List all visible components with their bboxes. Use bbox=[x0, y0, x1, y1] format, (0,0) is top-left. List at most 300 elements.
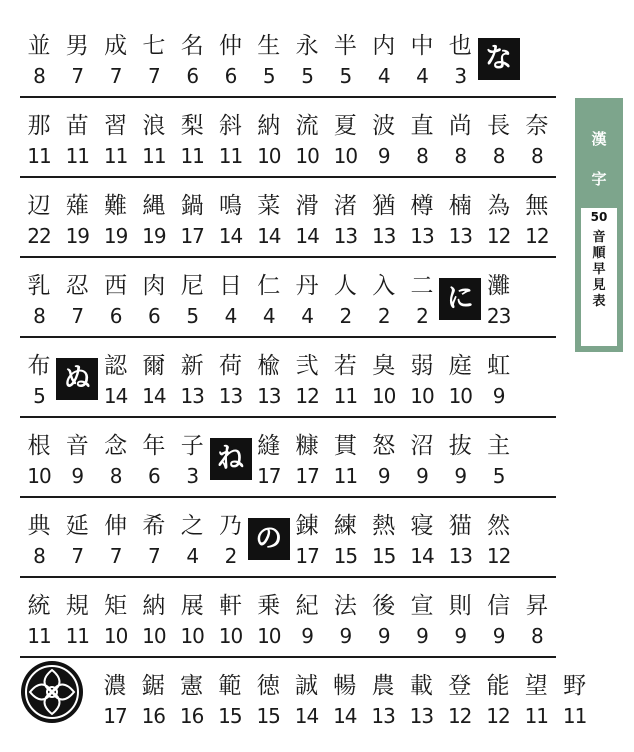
stroke-count: 7 bbox=[71, 64, 84, 88]
stroke-count: 5 bbox=[33, 384, 45, 408]
kanji-cell bbox=[556, 658, 594, 738]
kanji-character: 乳 bbox=[27, 273, 51, 299]
kanji-cell bbox=[403, 178, 441, 258]
stroke-count: 10 bbox=[218, 624, 243, 648]
kanji-cell bbox=[288, 498, 326, 578]
stroke-count: 19 bbox=[65, 224, 90, 248]
kanji-character: 濃 bbox=[103, 673, 127, 699]
stroke-count: 15 bbox=[371, 544, 396, 568]
stroke-count: 13 bbox=[333, 224, 358, 248]
stroke-count: 11 bbox=[333, 464, 358, 488]
kanji-character: 渚 bbox=[333, 193, 357, 219]
kanji-cell bbox=[365, 258, 403, 338]
kanji-cell bbox=[365, 18, 403, 98]
kanji-cell bbox=[480, 338, 518, 418]
kanji-cell bbox=[326, 258, 364, 338]
kanji-character: 軒 bbox=[219, 593, 242, 619]
kanji-character: 七 bbox=[142, 33, 166, 59]
kana-heading-cell bbox=[439, 258, 481, 338]
stroke-count: 7 bbox=[109, 544, 122, 568]
kanji-character: 乗 bbox=[257, 593, 281, 619]
kanji-character: 内 bbox=[372, 33, 396, 59]
kanji-character: 永 bbox=[295, 33, 319, 59]
stroke-count: 10 bbox=[295, 144, 319, 168]
kanji-character: 範 bbox=[218, 673, 242, 699]
kanji-cell bbox=[480, 418, 518, 498]
kanji-character: 載 bbox=[409, 673, 433, 699]
row-divider bbox=[20, 336, 556, 338]
kana-heading: に bbox=[439, 278, 481, 320]
kanji-cell bbox=[20, 18, 58, 98]
kanji-cell bbox=[58, 98, 96, 178]
kanji-cell bbox=[212, 498, 250, 578]
kanji-cell bbox=[97, 18, 135, 98]
stroke-count: 16 bbox=[179, 704, 204, 728]
kanji-cell bbox=[135, 258, 173, 338]
stroke-count: 14 bbox=[333, 704, 357, 728]
kanji-character: 野 bbox=[563, 673, 587, 699]
kanji-cell bbox=[250, 178, 288, 258]
kanji-cell bbox=[250, 338, 288, 418]
stroke-count: 14 bbox=[218, 224, 243, 248]
kanji-cell bbox=[20, 498, 58, 578]
stroke-count: 10 bbox=[257, 144, 281, 168]
kanji-character: 也 bbox=[448, 33, 472, 59]
kanji-cell bbox=[441, 578, 479, 658]
stroke-count: 5 bbox=[301, 64, 313, 88]
stroke-count: 6 bbox=[148, 304, 160, 328]
kanji-cell bbox=[480, 178, 518, 258]
kanji-cell bbox=[326, 338, 364, 418]
kanji-cell bbox=[250, 258, 288, 338]
stroke-count: 11 bbox=[27, 624, 51, 648]
kanji-cell bbox=[365, 498, 403, 578]
stroke-count: 10 bbox=[371, 384, 396, 408]
kanji-character: 尼 bbox=[180, 273, 204, 299]
stroke-count: 7 bbox=[148, 544, 160, 568]
kanji-cell bbox=[365, 578, 403, 658]
kanji-cell bbox=[135, 18, 173, 98]
stroke-count: 12 bbox=[486, 704, 510, 728]
kanji-cell bbox=[97, 418, 135, 498]
stroke-count: 15 bbox=[256, 704, 280, 728]
kanji-cell bbox=[212, 178, 250, 258]
kanji-cell bbox=[96, 658, 134, 738]
kanji-character: 並 bbox=[27, 33, 51, 59]
stroke-count: 15 bbox=[333, 544, 358, 568]
stroke-count: 2 bbox=[339, 304, 352, 328]
stroke-count: 13 bbox=[180, 384, 204, 408]
kanji-character: 信 bbox=[487, 593, 511, 619]
kanji-cell bbox=[173, 418, 211, 498]
stroke-count: 4 bbox=[377, 64, 390, 88]
kanji-character: 暢 bbox=[333, 673, 357, 699]
kanji-character: 灘 bbox=[487, 273, 511, 299]
kanji-cell bbox=[403, 258, 441, 338]
kanji-character: 納 bbox=[257, 113, 281, 139]
kanji-character: 沼 bbox=[410, 433, 434, 459]
kanji-cell bbox=[441, 338, 479, 418]
tab-kanji-bottom: 字 bbox=[591, 170, 607, 188]
stroke-count: 4 bbox=[301, 304, 313, 328]
kanji-character: 庭 bbox=[448, 353, 472, 379]
kanji-cell bbox=[135, 338, 173, 418]
kanji-cell bbox=[249, 658, 287, 738]
kanji-cell bbox=[173, 178, 211, 258]
kanji-cell bbox=[58, 578, 96, 658]
kanji-character: 男 bbox=[65, 33, 89, 59]
kanji-cell bbox=[326, 18, 364, 98]
kanji-character: 憲 bbox=[180, 673, 204, 699]
kanji-character: 浪 bbox=[142, 113, 166, 139]
kanji-cell bbox=[403, 578, 441, 658]
kanji-cell bbox=[441, 98, 479, 178]
kanji-cell bbox=[517, 658, 555, 738]
kanji-cell bbox=[288, 658, 326, 738]
table-row bbox=[20, 178, 556, 258]
kanji-cell bbox=[250, 418, 288, 498]
stroke-count: 4 bbox=[224, 304, 237, 328]
kanji-cell bbox=[441, 658, 479, 738]
kanji-cell bbox=[441, 18, 479, 98]
kanji-cell bbox=[402, 658, 440, 738]
kana-heading-cell bbox=[210, 418, 252, 498]
kana-heading-cell bbox=[56, 338, 98, 418]
stroke-count: 10 bbox=[27, 464, 51, 488]
stroke-count: 9 bbox=[377, 144, 390, 168]
kanji-cell bbox=[288, 98, 326, 178]
kanji-character: 音 bbox=[65, 433, 89, 459]
kanji-character: 縫 bbox=[257, 433, 281, 459]
stroke-count: 7 bbox=[71, 304, 84, 328]
kanji-character: 乃 bbox=[219, 513, 242, 539]
tab-label-box bbox=[581, 208, 617, 346]
kanji-character: 名 bbox=[180, 33, 204, 59]
kanji-character: 法 bbox=[333, 593, 357, 619]
kanji-character: 猶 bbox=[372, 193, 396, 219]
stroke-count: 6 bbox=[148, 464, 160, 488]
row-divider bbox=[20, 256, 556, 258]
stroke-count: 5 bbox=[339, 64, 352, 88]
kana-heading: の bbox=[248, 518, 290, 560]
kanji-cell bbox=[403, 338, 441, 418]
stroke-count: 3 bbox=[186, 464, 199, 488]
kanji-cell bbox=[365, 178, 403, 258]
kanji-cell bbox=[403, 18, 441, 98]
kanji-character: 寝 bbox=[410, 513, 434, 539]
stroke-count: 8 bbox=[33, 304, 45, 328]
stroke-count: 2 bbox=[416, 304, 428, 328]
kanji-cell bbox=[480, 498, 518, 578]
stroke-count: 13 bbox=[257, 384, 281, 408]
kanji-cell bbox=[326, 418, 364, 498]
stroke-count: 11 bbox=[180, 144, 204, 168]
kanji-character: 成 bbox=[104, 33, 128, 59]
stroke-count: 9 bbox=[301, 624, 313, 648]
stroke-count: 8 bbox=[454, 144, 467, 168]
kanji-character: 荷 bbox=[219, 353, 242, 379]
kanji-cell bbox=[212, 578, 250, 658]
kanji-cell bbox=[518, 578, 556, 658]
tab-number: 50 bbox=[590, 210, 608, 224]
kanji-character: 波 bbox=[372, 113, 396, 139]
kanji-character: 典 bbox=[27, 513, 51, 539]
kanji-cell bbox=[250, 98, 288, 178]
kanji-character: 尚 bbox=[448, 113, 472, 139]
row-divider bbox=[20, 176, 556, 178]
stroke-count: 10 bbox=[103, 624, 128, 648]
kanji-cell bbox=[58, 258, 96, 338]
kanji-character: 宣 bbox=[410, 593, 434, 619]
stroke-count: 2 bbox=[224, 544, 237, 568]
stroke-count: 19 bbox=[142, 224, 166, 248]
kanji-cell bbox=[173, 258, 211, 338]
stroke-count: 13 bbox=[448, 544, 473, 568]
kanji-character: 子 bbox=[180, 433, 204, 459]
table-row bbox=[20, 18, 556, 98]
kanji-character: 猫 bbox=[448, 513, 472, 539]
kanji-cell bbox=[173, 498, 211, 578]
kanji-cell bbox=[326, 498, 364, 578]
stroke-count: 9 bbox=[492, 624, 505, 648]
kanji-character: 仲 bbox=[219, 33, 242, 59]
stroke-count: 3 bbox=[454, 64, 467, 88]
kanji-character: 年 bbox=[142, 433, 166, 459]
kanji-character: 糠 bbox=[295, 433, 319, 459]
kanji-character: 抜 bbox=[448, 433, 472, 459]
kanji-cell bbox=[441, 418, 479, 498]
kanji-cell bbox=[480, 258, 518, 338]
kanji-character: 中 bbox=[410, 33, 434, 59]
kana-heading: ぬ bbox=[56, 358, 98, 400]
kanji-cell bbox=[288, 178, 326, 258]
kanji-cell bbox=[97, 578, 135, 658]
stroke-count: 7 bbox=[71, 544, 84, 568]
stroke-count: 9 bbox=[377, 624, 390, 648]
stroke-count: 5 bbox=[186, 304, 199, 328]
stroke-count: 11 bbox=[142, 144, 166, 168]
row-divider bbox=[20, 416, 556, 418]
stroke-count: 10 bbox=[257, 624, 281, 648]
kanji-character: 怒 bbox=[372, 433, 396, 459]
kanji-character: 念 bbox=[104, 433, 128, 459]
stroke-count: 14 bbox=[410, 544, 434, 568]
kanji-cell bbox=[20, 338, 58, 418]
kanji-character: 然 bbox=[487, 513, 511, 539]
kanji-character: 徳 bbox=[256, 673, 280, 699]
kanji-character: 昇 bbox=[525, 593, 549, 619]
kanji-cell bbox=[134, 658, 172, 738]
kanji-character: 梨 bbox=[180, 113, 204, 139]
kanji-cell bbox=[173, 18, 211, 98]
stroke-count: 15 bbox=[218, 704, 242, 728]
kanji-character: 縄 bbox=[142, 193, 166, 219]
table-row bbox=[20, 498, 556, 578]
stroke-count: 5 bbox=[262, 64, 275, 88]
kanji-character: 矩 bbox=[104, 593, 128, 619]
kanji-cell bbox=[212, 18, 250, 98]
kanji-character: 半 bbox=[333, 33, 357, 59]
stroke-count: 17 bbox=[180, 224, 204, 248]
kanji-cell bbox=[250, 578, 288, 658]
kanji-cell bbox=[173, 98, 211, 178]
stroke-count: 13 bbox=[371, 224, 396, 248]
kanji-cell bbox=[173, 578, 211, 658]
stroke-count: 13 bbox=[371, 704, 395, 728]
kanji-character: 紀 bbox=[295, 593, 319, 619]
kanji-character: 仁 bbox=[257, 273, 281, 299]
stroke-count: 8 bbox=[33, 544, 45, 568]
kana-heading-cell bbox=[248, 498, 290, 578]
stroke-count: 13 bbox=[218, 384, 243, 408]
kanji-character: 鳴 bbox=[219, 193, 242, 219]
kanji-cell bbox=[20, 178, 58, 258]
kanji-character: 誠 bbox=[295, 673, 318, 699]
kanji-cell bbox=[20, 98, 58, 178]
kanji-character: 弐 bbox=[295, 353, 319, 379]
stroke-count: 2 bbox=[377, 304, 390, 328]
kanji-cell bbox=[135, 98, 173, 178]
row-divider bbox=[20, 496, 556, 498]
kanji-character: 為 bbox=[487, 193, 511, 219]
kanji-character: 希 bbox=[142, 513, 166, 539]
kanji-character: 鍋 bbox=[180, 193, 204, 219]
side-index-tab bbox=[575, 98, 623, 352]
stroke-count: 12 bbox=[486, 544, 511, 568]
stroke-count: 8 bbox=[531, 144, 543, 168]
kanji-character: 苗 bbox=[65, 113, 89, 139]
stroke-count: 22 bbox=[27, 224, 51, 248]
stroke-count: 8 bbox=[416, 144, 428, 168]
kanji-character: 爾 bbox=[142, 353, 166, 379]
kanji-character: 二 bbox=[410, 273, 434, 299]
kanji-character: 夏 bbox=[333, 113, 357, 139]
kana-heading-cell bbox=[478, 18, 520, 98]
kanji-character: 展 bbox=[180, 593, 204, 619]
table-row bbox=[20, 98, 556, 178]
kanji-character: 奈 bbox=[525, 113, 549, 139]
kanji-cell bbox=[135, 578, 173, 658]
kanji-character: 辺 bbox=[27, 193, 51, 219]
stroke-count: 9 bbox=[339, 624, 352, 648]
kanji-character: 新 bbox=[180, 353, 204, 379]
kanji-character: 人 bbox=[333, 273, 357, 299]
kanji-character: 貫 bbox=[333, 433, 357, 459]
kanji-cell bbox=[326, 578, 364, 658]
stroke-count: 8 bbox=[492, 144, 505, 168]
stroke-count: 12 bbox=[295, 384, 319, 408]
kanji-cell bbox=[288, 338, 326, 418]
kana-heading: な bbox=[478, 38, 520, 80]
stroke-count: 8 bbox=[109, 464, 122, 488]
kanji-character: 忍 bbox=[65, 273, 89, 299]
kanji-cell bbox=[365, 98, 403, 178]
kanji-character: 楡 bbox=[257, 353, 281, 379]
kanji-cell bbox=[212, 98, 250, 178]
kanji-cell bbox=[518, 178, 556, 258]
kanji-character: 伸 bbox=[104, 513, 128, 539]
kanji-cell bbox=[20, 578, 58, 658]
kanji-character: 若 bbox=[333, 353, 357, 379]
kanji-cell bbox=[20, 258, 58, 338]
table-row bbox=[20, 338, 556, 418]
stroke-count: 17 bbox=[103, 704, 127, 728]
kanji-cell bbox=[135, 498, 173, 578]
kanji-cell bbox=[173, 658, 211, 738]
row-divider bbox=[20, 576, 556, 578]
kanji-character: 流 bbox=[295, 113, 319, 139]
kanji-character: 能 bbox=[486, 673, 510, 699]
stroke-count: 9 bbox=[377, 464, 390, 488]
table-row bbox=[20, 418, 556, 498]
stroke-count: 11 bbox=[562, 704, 587, 728]
table-row bbox=[20, 658, 590, 738]
stroke-count: 11 bbox=[524, 704, 549, 728]
kanji-character: 之 bbox=[180, 513, 204, 539]
kanji-character: 認 bbox=[104, 353, 128, 379]
stroke-count: 10 bbox=[410, 384, 434, 408]
kanji-character: 登 bbox=[448, 673, 472, 699]
kanji-cell bbox=[97, 178, 135, 258]
row-divider bbox=[20, 656, 556, 658]
stroke-count: 10 bbox=[333, 144, 358, 168]
kanji-cell bbox=[211, 658, 249, 738]
kanji-character: 難 bbox=[104, 193, 128, 219]
kanji-cell bbox=[365, 338, 403, 418]
stroke-count: 13 bbox=[410, 224, 434, 248]
kanji-character: 薙 bbox=[65, 193, 89, 219]
stroke-count: 11 bbox=[333, 384, 358, 408]
kanji-character: 肉 bbox=[142, 273, 166, 299]
kanji-character: 練 bbox=[333, 513, 357, 539]
stroke-count: 14 bbox=[294, 704, 319, 728]
kanji-cell bbox=[364, 658, 402, 738]
kanji-character: 農 bbox=[371, 673, 395, 699]
kanji-character: 望 bbox=[524, 673, 548, 699]
kanji-cell bbox=[212, 258, 250, 338]
kanji-character: 延 bbox=[65, 513, 89, 539]
kanji-cell bbox=[212, 338, 250, 418]
stroke-count: 4 bbox=[416, 64, 428, 88]
kanji-character: 後 bbox=[372, 593, 396, 619]
kanji-character: 熱 bbox=[372, 513, 396, 539]
stroke-count: 23 bbox=[486, 304, 511, 328]
stroke-count: 14 bbox=[103, 384, 128, 408]
stroke-count: 9 bbox=[454, 464, 467, 488]
stroke-count: 17 bbox=[257, 464, 281, 488]
kanji-cell bbox=[135, 178, 173, 258]
kanji-cell bbox=[326, 98, 364, 178]
kanji-character: 則 bbox=[448, 593, 472, 619]
stroke-count: 12 bbox=[486, 224, 511, 248]
stroke-count: 6 bbox=[224, 64, 237, 88]
kanji-character: 直 bbox=[410, 113, 434, 139]
kanji-character: 錬 bbox=[295, 513, 319, 539]
stroke-count: 11 bbox=[65, 624, 90, 648]
kanji-character: 長 bbox=[487, 113, 511, 139]
stroke-count: 16 bbox=[141, 704, 166, 728]
kanji-cell bbox=[326, 658, 364, 738]
kanji-character: 納 bbox=[142, 593, 166, 619]
stroke-count: 4 bbox=[262, 304, 275, 328]
kanji-character: 那 bbox=[27, 113, 51, 139]
kanji-cell bbox=[480, 578, 518, 658]
kanji-cell bbox=[173, 338, 211, 418]
kanji-character: 日 bbox=[219, 273, 242, 299]
row-divider bbox=[20, 96, 556, 98]
kanji-cell bbox=[403, 498, 441, 578]
kanji-character: 規 bbox=[65, 593, 89, 619]
